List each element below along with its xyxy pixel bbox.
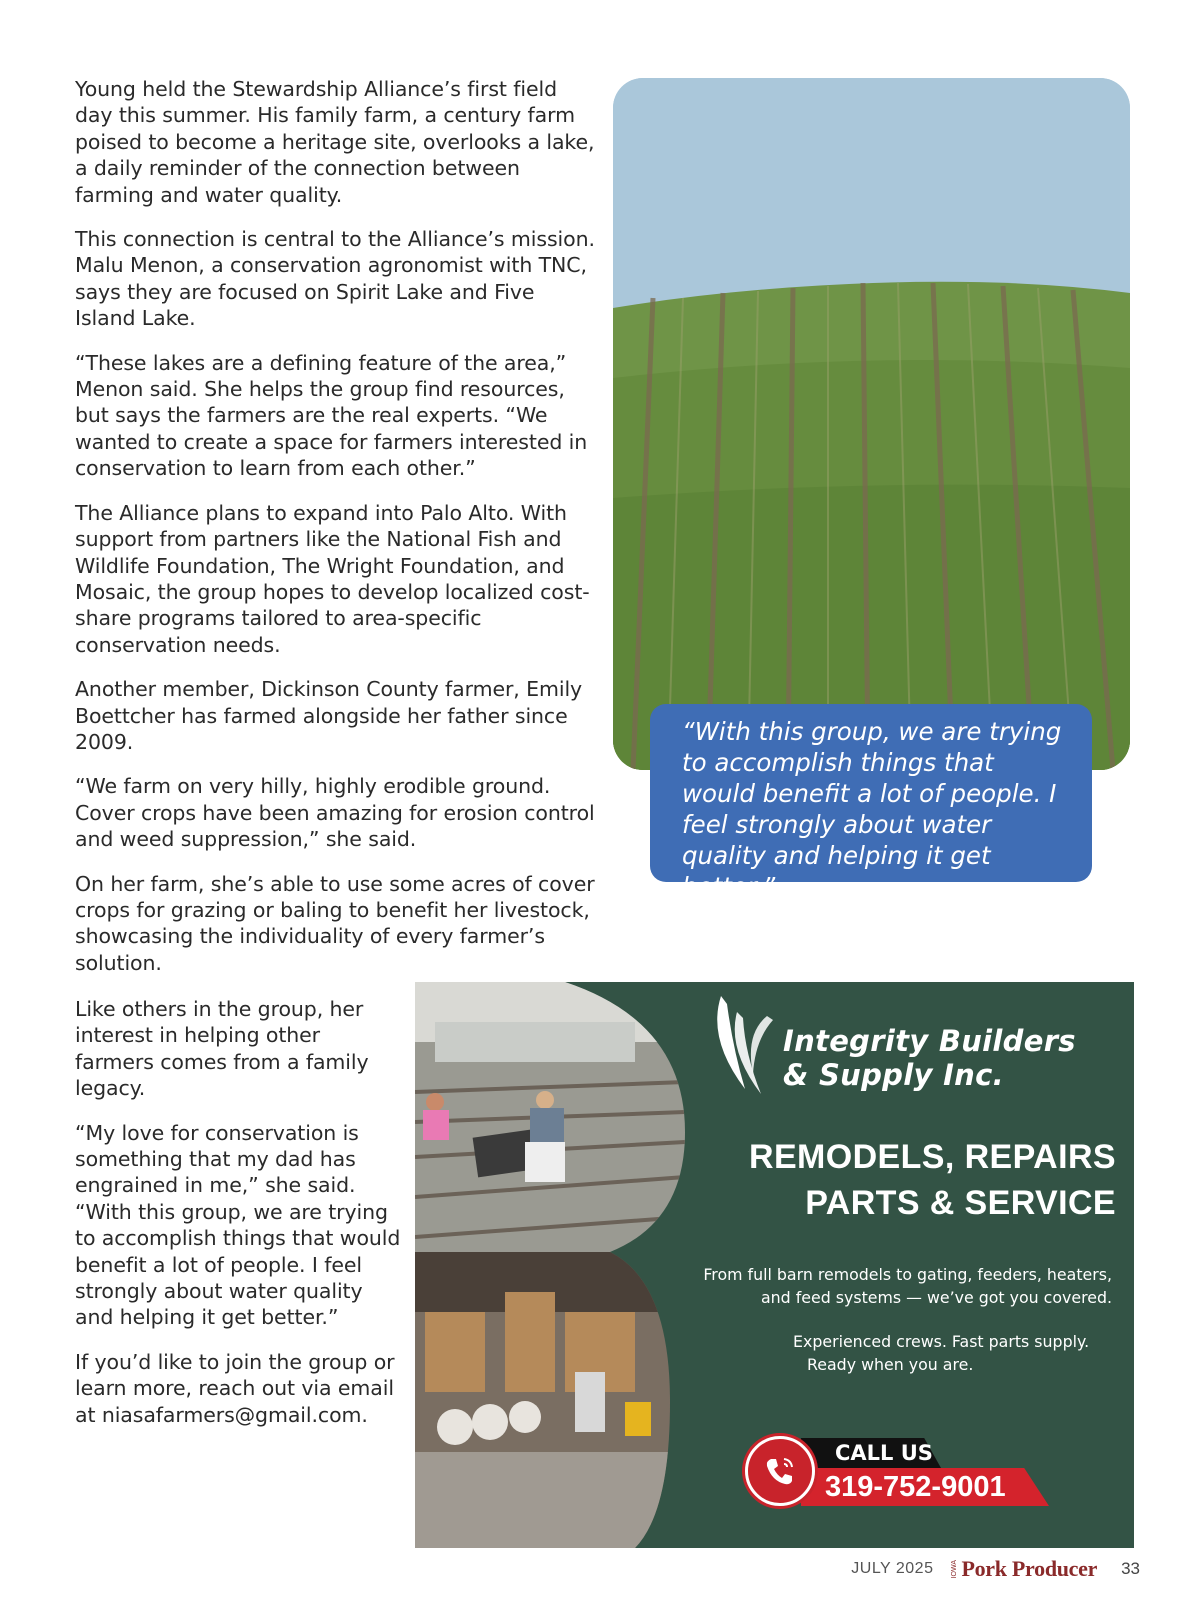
ad-headline: [749, 1134, 1116, 1226]
article-paragraph: Like others in the group, her interest in helping other farmers comes from a family legacy.: [75, 997, 369, 1101]
article-paragraph: If you’d like to join the group or learn more, reach out via email at niasafarmers@gmail.com.: [75, 1349, 395, 1427]
call-us-button[interactable]: [745, 1434, 1065, 1508]
article-narrow-column: [75, 996, 405, 1446]
barn-interior-photo: [415, 982, 685, 1252]
issue-date: JULY 2025: [851, 1560, 934, 1577]
company-name-line2: & Supply Inc.: [783, 1058, 1004, 1092]
article-paragraph: “These lakes are a defining feature of the area,” Menon said. She helps the group find resources, but says the farmers are the real experts. “We wanted to create a space for farmers interested in conservation to learn from each other.”: [75, 350, 588, 481]
advertisement[interactable]: [415, 982, 1134, 1548]
article-column: [75, 76, 595, 994]
phone-handset-icon: [760, 1451, 800, 1491]
article-paragraph: The Alliance plans to expand into Palo Alto. With support from partners like the National Fish and Wildlife Foundation, The Wright Foundation, and Mosaic, the group hopes to develop localized cost-share programs tailored to area-specific conservation needs.: [75, 500, 590, 657]
cta-label: CALL US: [835, 1441, 933, 1465]
ad-body-services: [652, 1263, 1112, 1309]
article-paragraph: Another member, Dickinson County farmer, Emily Boettcher has farmed alongside her father since 2009.: [75, 677, 583, 754]
article-paragraph: On her farm, she’s able to use some acres of cover crops for grazing or baling to benefit her livestock, showcasing the individuality of every farmer’s solution.: [75, 871, 595, 975]
field-illustration: [613, 78, 1130, 770]
page-number: 33: [1121, 1559, 1140, 1578]
company-name: [783, 1024, 1076, 1092]
pull-quote: “With this group, we are trying to accomplish things that would benefit a lot of people. I feel strongly about water quality and helping it get better.”: [650, 704, 1092, 882]
ad-headline-line1: REMODELS, REPAIRS: [749, 1138, 1116, 1176]
phone-icon[interactable]: [745, 1436, 815, 1506]
page-footer: [851, 1557, 1140, 1581]
magazine-brand: [951, 1556, 1097, 1582]
ad-headline-line2: PARTS & SERVICE: [805, 1184, 1116, 1222]
company-name-line1: Integrity Builders: [783, 1024, 1076, 1058]
ad-body-line: Ready when you are.: [807, 1355, 974, 1374]
phone-number[interactable]: 319-752-9001: [825, 1471, 1006, 1503]
article-paragraph: “We farm on very hilly, highly erodible ground. Cover crops have been amazing for erosion control and weed suppression,” she said.: [75, 774, 595, 852]
ad-body-line: Experienced crews. Fast parts supply.: [793, 1332, 1090, 1351]
magazine-brand-prefix: IOWA: [951, 1559, 959, 1579]
ad-body-line: From full barn remodels to gating, feeders, heaters,: [703, 1265, 1112, 1284]
ad-body-tagline: [793, 1330, 1123, 1376]
warehouse-photo: [415, 1252, 685, 1548]
ad-body-line: and feed systems — we’ve got you covered.: [760, 1288, 1112, 1307]
article-paragraph: Young held the Stewardship Alliance’s first field day this summer. His family farm, a century farm poised to become a heritage site, overlooks a lake, a daily reminder of the connection between farming and water quality.: [75, 77, 595, 207]
article-paragraph: “My love for conservation is something that my dad has engrained in me,” she said. “With this group, we are trying to accomplish things that would benefit a lot of people. I feel strongly about water quality and helping it get better.”: [75, 1120, 401, 1330]
article-paragraph: This connection is central to the Alliance’s mission. Malu Menon, a conservation agronomist with TNC, says they are focused on Spirit Lake and Five Island Lake.: [75, 227, 595, 331]
cover-crop-field-photo: [613, 78, 1130, 770]
magazine-name: Pork Producer: [961, 1556, 1098, 1581]
